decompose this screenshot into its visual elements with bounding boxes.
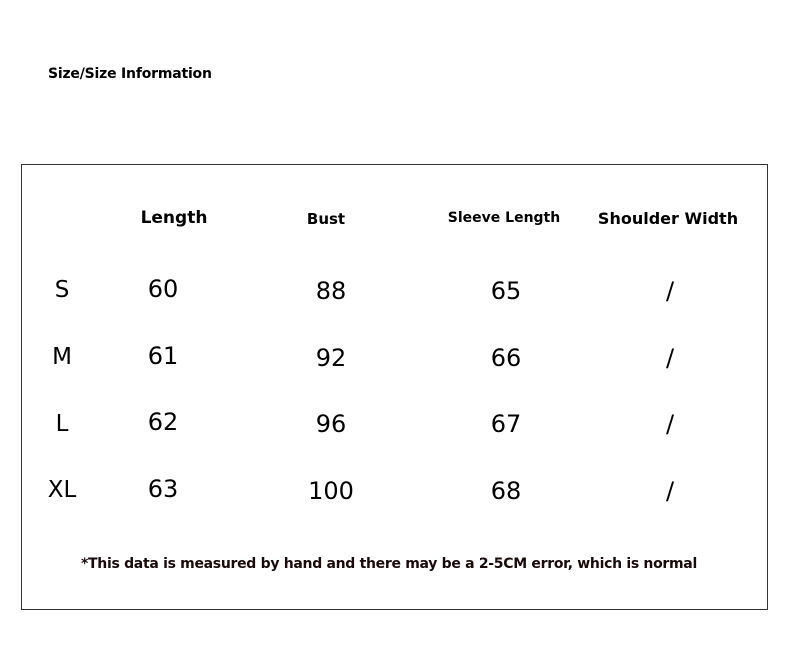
column-header-length: Length	[140, 208, 208, 228]
measurement-note: *This data is measured by hand and there may be a 2-5CM error, which is normal	[81, 556, 697, 572]
cell-l-sleeve-length: 67	[490, 410, 522, 438]
cell-m-shoulder-width: /	[665, 344, 675, 372]
size-label-xl: XL	[47, 477, 77, 503]
page-title: Size/Size Information	[48, 66, 212, 82]
cell-s-bust: 88	[315, 277, 347, 305]
size-label-m: M	[52, 344, 72, 370]
cell-xl-bust: 100	[308, 477, 354, 505]
column-header-bust: Bust	[306, 210, 346, 228]
cell-m-length: 61	[147, 342, 179, 370]
cell-l-length: 62	[147, 408, 179, 436]
cell-m-bust: 92	[315, 344, 347, 372]
size-table-frame	[21, 164, 768, 610]
cell-m-sleeve-length: 66	[490, 344, 522, 372]
cell-s-shoulder-width: /	[665, 277, 675, 305]
cell-l-shoulder-width: /	[665, 410, 675, 438]
size-label-s: S	[54, 277, 70, 303]
cell-xl-shoulder-width: /	[665, 477, 675, 505]
column-header-sleeve-length: Sleeve Length	[447, 210, 561, 226]
cell-s-length: 60	[147, 275, 179, 303]
size-label-l: L	[55, 411, 69, 437]
cell-l-bust: 96	[315, 410, 347, 438]
cell-xl-length: 63	[147, 475, 179, 503]
cell-xl-sleeve-length: 68	[490, 477, 522, 505]
cell-s-sleeve-length: 65	[490, 277, 522, 305]
column-header-shoulder-width: Shoulder Width	[597, 209, 739, 228]
